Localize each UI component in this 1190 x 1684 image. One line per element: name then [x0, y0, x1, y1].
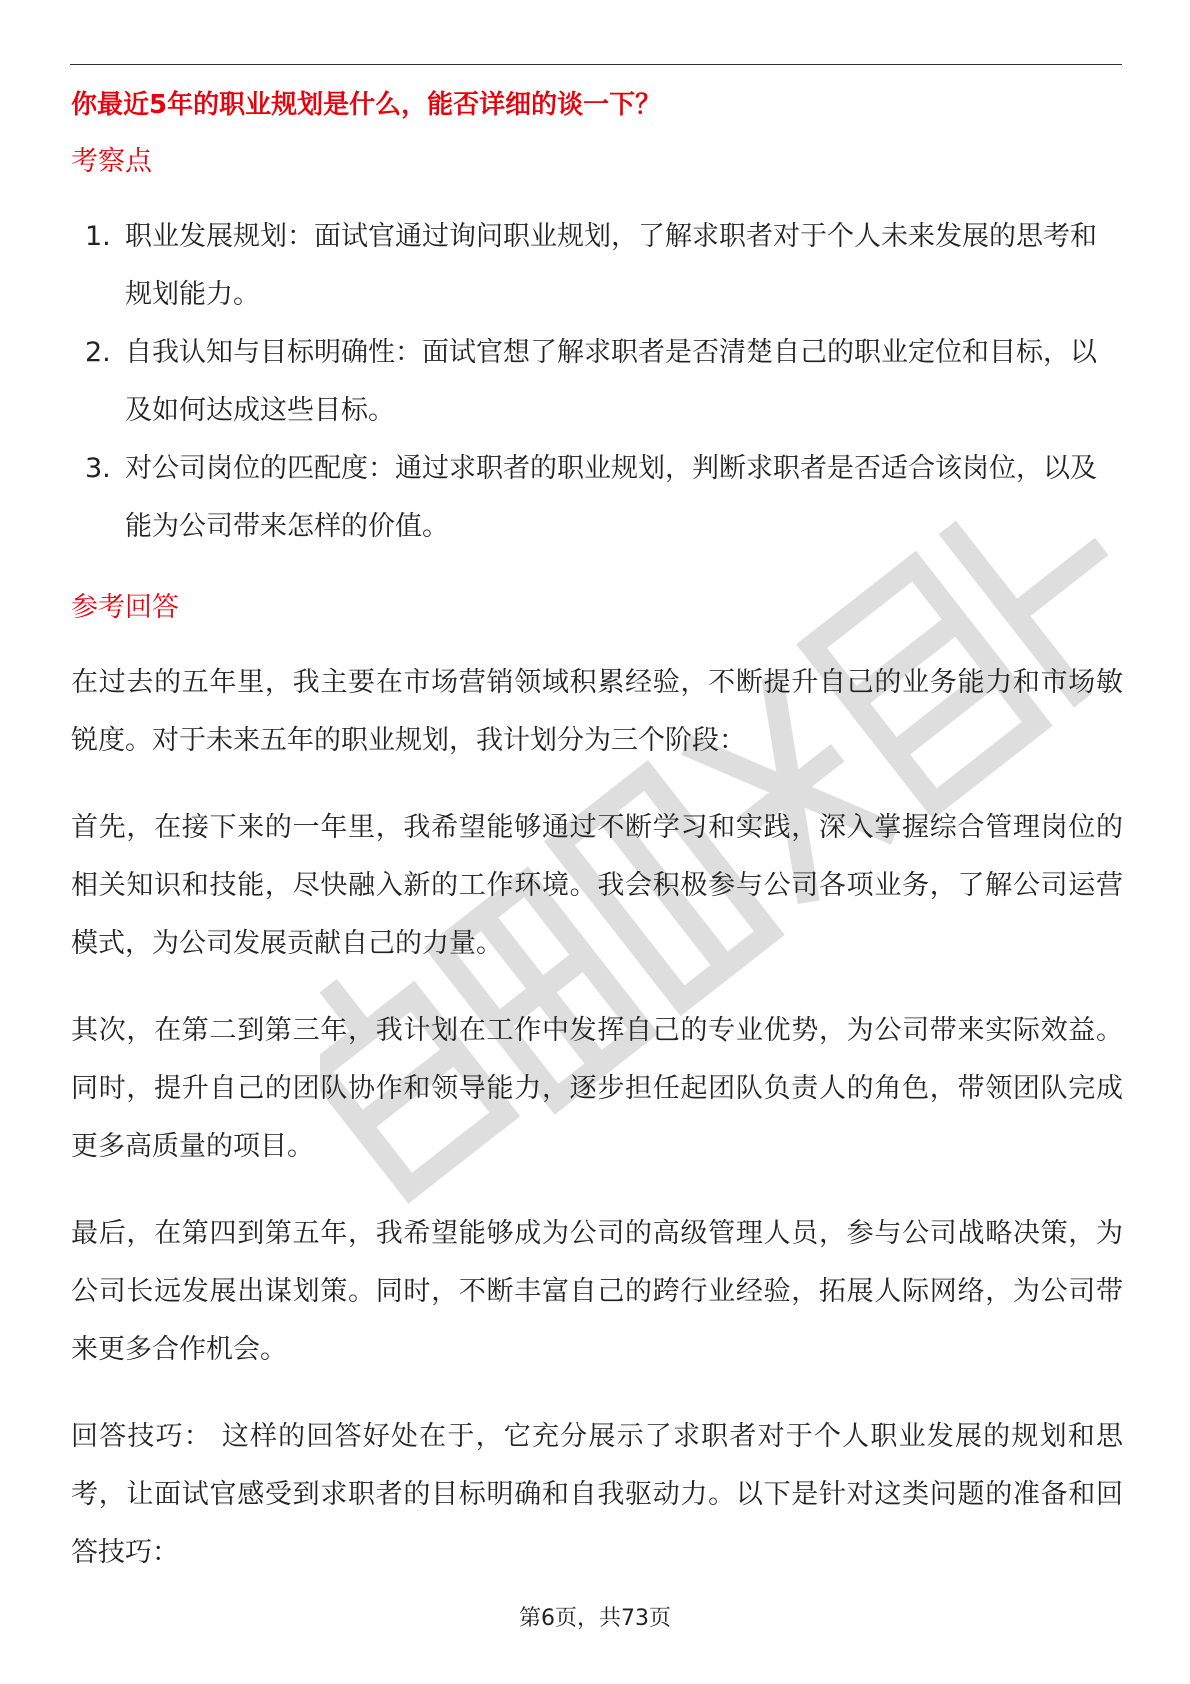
- list-item-text: 职业发展规划：面试官通过询问职业规划，了解求职者对于个人未来发展的思考和规划能力。: [125, 221, 1097, 310]
- question-title: 你最近5年的职业规划是什么，能否详细的谈一下？: [71, 90, 662, 120]
- heading-cankao: 参考回答: [71, 592, 179, 623]
- list-item-text: 对公司岗位的匹配度：通过求职者的职业规划，判断求职者是否适合该岗位，以及能为公司带来怎样的价值。: [125, 453, 1097, 542]
- main-content: [71, 82, 1123, 1582]
- heading-kaocha: 考察点: [71, 146, 152, 177]
- list-item: [71, 440, 1123, 556]
- list-item-text: 自我认知与目标明确性：面试官想了解求职者是否清楚自己的职业定位和目标，以及如何达成这些目标。: [125, 337, 1097, 426]
- header-rule: [70, 64, 1122, 65]
- list-item: [71, 208, 1123, 324]
- answer-paragraph-intro: 在过去的五年里，我主要在市场营销领域积累经验，不断提升自己的业务能力和市场敏锐度。对于未来五年的职业规划，我计划分为三个阶段：: [71, 667, 1123, 756]
- list-item-number: 3.: [85, 453, 111, 484]
- list-item: [71, 324, 1123, 440]
- answer-tips-paragraph: 回答技巧： 这样的回答好处在于，它充分展示了求职者对于个人职业发展的规划和思考，让面试官感受到求职者的目标明确和自我驱动力。以下是针对这类问题的准备和回答技巧：: [71, 1421, 1123, 1568]
- answer-paragraph-stage-3: 最后，在第四到第五年，我希望能够成为公司的高级管理人员，参与公司战略决策，为公司长远发展出谋划策。同时，不断丰富自己的跨行业经验，拓展人际网络，为公司带来更多合作机会。: [71, 1218, 1123, 1365]
- answer-paragraph-stage-1: 首先，在接下来的一年里，我希望能够通过不断学习和实践，深入掌握综合管理岗位的相关知识和技能，尽快融入新的工作环境。我会积极参与公司各项业务，了解公司运营模式，为公司发展贡献自己的力量。: [71, 812, 1123, 959]
- list-item-number: 1.: [85, 221, 111, 252]
- list-item-number: 2.: [85, 337, 111, 368]
- answer-paragraph-stage-2: 其次，在第二到第三年，我计划在工作中发挥自己的专业优势，为公司带来实际效益。同时，提升自己的团队协作和领导能力，逐步担任起团队负责人的角色，带领团队完成更多高质量的项目。: [71, 1015, 1123, 1162]
- page-number-footer: 第6页，共73页: [519, 1606, 671, 1631]
- points-list: [71, 208, 1123, 556]
